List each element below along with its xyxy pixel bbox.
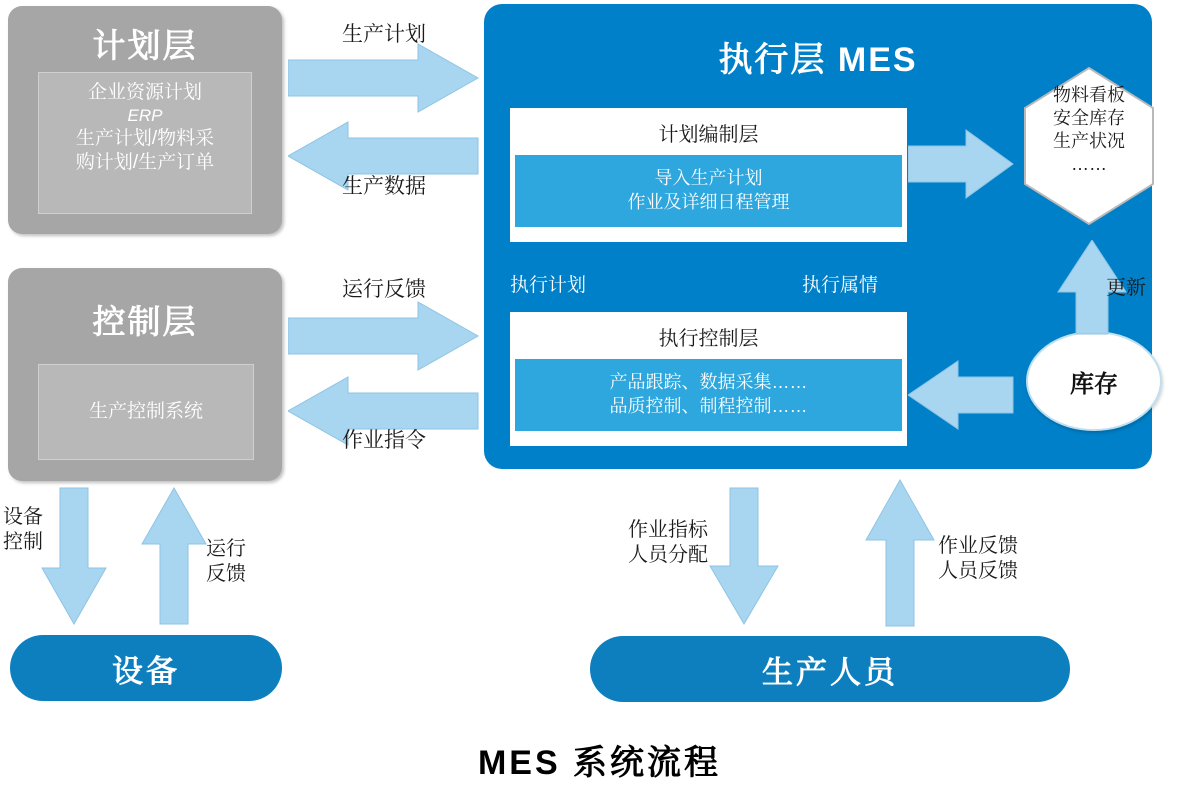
hexagon-line-2: 安全库存 [1053, 108, 1125, 129]
planning-line-3: 生产计划/物料采 [75, 128, 215, 150]
control-line-1: 生产控制系统 [88, 400, 203, 422]
label-personnel-task [604, 518, 708, 568]
planning-compile-card [510, 108, 907, 242]
personnel-label: 生产人员 [762, 654, 898, 690]
control-layer-title: 控制层 [92, 303, 198, 340]
planning-compile-line-2: 作业及详细日程管理 [627, 192, 790, 213]
label-personnel-task-2: 人员分配 [628, 544, 708, 566]
mes-mid-left-label: 执行计划 [510, 275, 587, 296]
label-mes-to-control: 作业指令 [342, 429, 426, 452]
planning-layer-inner [38, 72, 252, 214]
label-personnel-feedback-1: 作业反馈 [938, 535, 1018, 557]
label-inventory-update: 更新 [1106, 277, 1146, 299]
label-plan-to-mes: 生产计划 [342, 23, 426, 46]
execution-control-body [515, 359, 902, 431]
execution-control-card [510, 312, 907, 446]
planning-compile-body [515, 155, 902, 227]
label-equipment-control [0, 505, 46, 555]
planning-compile-line-1: 导入生产计划 [654, 168, 763, 188]
hexagon-line-3: 生产状况 [1053, 131, 1125, 152]
hexagon-line-1: 物料看板 [1053, 85, 1125, 105]
label-control-to-mes: 运行反馈 [342, 278, 426, 301]
planning-layer-title: 计划层 [92, 27, 198, 64]
equipment-node [10, 635, 282, 701]
label-equipment-control-1: 设备 [3, 506, 43, 528]
arrow-inventory-to-card [908, 359, 1018, 431]
arrow-personnel-task [706, 486, 782, 626]
execution-control-header: 执行控制层 [658, 328, 759, 350]
equipment-label: 设备 [112, 653, 180, 689]
material-kanban-hexagon [1022, 66, 1156, 226]
personnel-node [590, 636, 1070, 702]
hexagon-line-4: …… [1071, 154, 1107, 175]
label-personnel-feedback [938, 534, 1054, 584]
label-equipment-feedback-2: 反馈 [206, 563, 246, 585]
planning-line-2: ERP [127, 106, 163, 126]
control-layer-inner [38, 364, 254, 460]
control-layer-panel [8, 268, 282, 481]
planning-compile-header: 计划编制层 [658, 124, 759, 146]
execution-control-line-1: 产品跟踪、数据采集…… [609, 372, 808, 392]
mes-title: 执行层 MES [718, 41, 918, 79]
planning-line-1: 企业资源计划 [87, 82, 202, 103]
label-personnel-task-1: 作业指标 [628, 519, 708, 541]
label-equipment-feedback-1: 运行 [206, 538, 246, 560]
label-mes-to-plan: 生产数据 [342, 175, 426, 198]
arrow-equipment-feedback [140, 486, 210, 626]
arrow-card-to-hexagon [908, 128, 1018, 200]
arrow-personnel-feedback [862, 478, 938, 628]
execution-control-line-2: 品质控制、制程控制…… [609, 396, 808, 417]
arrow-equipment-control [40, 486, 110, 626]
planning-layer-panel [8, 6, 282, 234]
label-equipment-feedback [206, 537, 266, 587]
label-personnel-feedback-2: 人员反馈 [938, 560, 1018, 582]
label-equipment-control-2: 控制 [3, 531, 43, 553]
inventory-node [1026, 331, 1162, 431]
mes-mid-right-label: 执行属情 [802, 275, 879, 296]
inventory-label: 库存 [1070, 370, 1118, 398]
diagram-caption: MES 系统流程 [477, 744, 722, 782]
arrow-control-to-mes [288, 300, 488, 380]
planning-line-4: 购计划/生产订单 [75, 152, 215, 174]
